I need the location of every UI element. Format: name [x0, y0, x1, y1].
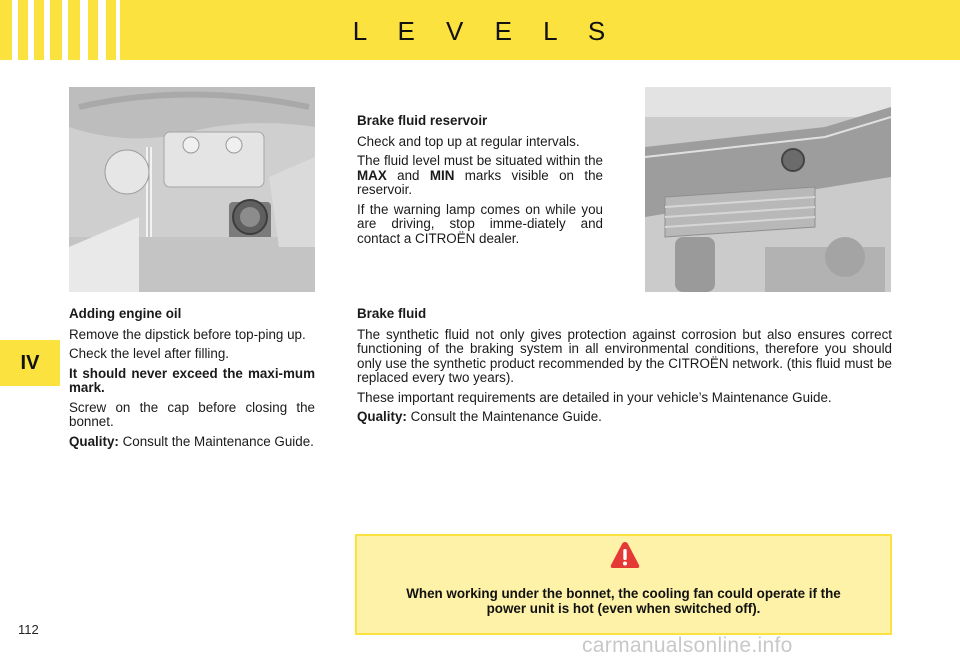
quality-text: Consult the Maintenance Guide. [406, 409, 602, 424]
engine-oil-paragraph: Screw on the cap before closing the bonnet. [69, 399, 315, 429]
max-mark-label: MAX [357, 167, 387, 183]
engine-oil-paragraph: Check the level after filling. [69, 346, 230, 361]
brake-fluid-heading: Brake fluid [357, 306, 427, 321]
engine-oil-quality [69, 435, 315, 450]
reservoir-level-paragraph [357, 154, 603, 198]
quality-text: Consult the Maintenance Guide. [118, 433, 314, 449]
reservoir-level-text: marks visible on the reservoir. [357, 167, 603, 197]
brake-fluid-paragraph: The synthetic fluid not only gives protection against corrosion but also ensures correct functioning of the braking system in all environmental conditions, therefore you should only use the synthetic product recommended by the CITROËN network. (this fluid must be replaced every two years). [357, 326, 892, 385]
watermark: carmanualsonline.info [582, 634, 793, 657]
warning-text: When working under the bonnet, the cooling fan could operate if the power unit is hot (even when switched off). [406, 586, 841, 616]
brake-fluid-quality [357, 410, 892, 425]
min-mark-label: MIN [429, 167, 455, 183]
brake-reservoir-photo [645, 87, 891, 292]
page-title: L E V E L S [352, 16, 618, 46]
section-tab-label: IV [20, 351, 40, 374]
engine-oil-section [69, 307, 315, 454]
engine-oil-heading: Adding engine oil [69, 306, 182, 321]
quality-label: Quality: [357, 409, 407, 424]
reservoir-warning-paragraph: If the warning lamp comes on while you are driving, stop imme-diately and contact a CITROËN dealer. [357, 201, 603, 246]
reservoir-section [357, 114, 603, 251]
engine-oil-max-warning: It should never exceed the maxi-mum mark. [69, 365, 315, 395]
section-tab [0, 340, 60, 386]
reservoir-level-text: The fluid level must be situated within the [357, 153, 603, 168]
engine-oil-photo [69, 87, 315, 292]
reservoir-paragraph: Check and top up at regular intervals. [357, 133, 580, 149]
engine-oil-paragraph: Remove the dipstick before top-ping up. [69, 326, 306, 342]
page-number: 112 [18, 622, 39, 637]
brake-fluid-section [357, 307, 892, 430]
brake-fluid-paragraph: These important requirements are detailed in your vehicle’s Maintenance Guide. [357, 389, 832, 405]
reservoir-heading: Brake fluid reservoir [357, 113, 488, 128]
warning-box [355, 534, 892, 635]
warning-triangle-icon [610, 541, 640, 569]
quality-label: Quality: [69, 433, 119, 449]
reservoir-level-text: and [386, 167, 430, 183]
